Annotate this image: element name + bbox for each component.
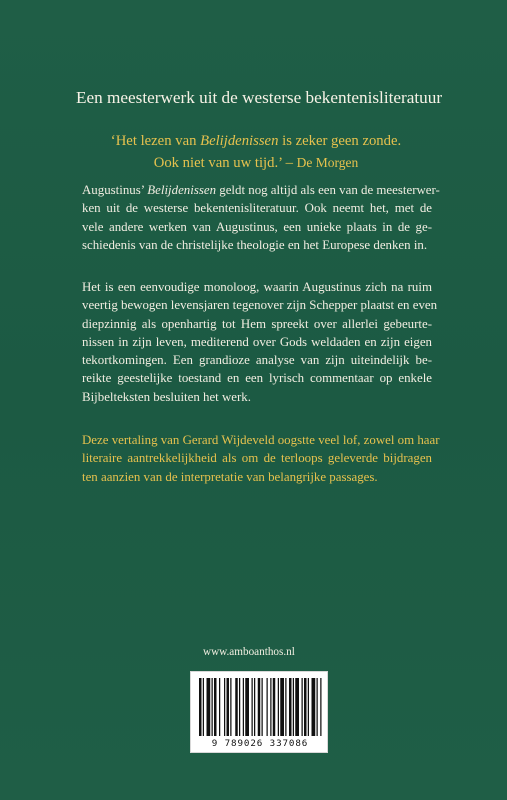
review-quote [86,130,426,174]
quote-text: Ook niet van uw tijd.’ – [153,155,293,171]
barcode-bar [320,678,321,736]
barcode-bar [312,678,316,736]
book-title-italic: Belijdenissen [147,183,217,197]
quote-line-2 [86,152,426,174]
barcode-bar [285,678,286,736]
barcode-bar [317,678,318,736]
quote-title-italic: Belijdenissen [200,133,279,149]
text-line: Deze vertaling van Gerard Wijdeveld oogstte veel lof, zowel om haar [82,433,440,447]
barcode-bar [252,678,253,736]
barcode-bar [262,678,263,736]
quote-source: De Morgen [296,155,359,170]
text-line: Het is een eenvoudige monoloog, waarin Augustinus zich na ruim [82,280,432,294]
barcode-bar [258,678,261,736]
text-line: literaire aantrekkelijkheid als om de terloops geleverde bijdragen [82,451,432,466]
barcode-bar [308,678,309,736]
paragraph-3 [82,431,440,486]
barcode-bar [214,678,217,736]
barcode-bar [224,678,225,736]
barcode-bar [245,678,249,736]
publisher-url: www.amboanthos.nl [203,646,295,658]
text-span: geldt nog altijd als een van de meesterwer- [216,183,440,197]
barcode-bar [235,678,238,736]
barcode-bar [219,678,220,736]
barcode-bar [273,678,276,736]
headline: Een meesterwerk uit de westerse bekentenisliteratuur [76,88,443,107]
barcode [190,671,328,753]
isbn-digits: 9 789026 337086 [211,738,309,749]
barcode-bar [254,678,255,736]
text-line: schiedenis van de christelijke theologie en het Europese denken in. [82,237,428,252]
barcode-bar [293,678,294,736]
barcode-bar [278,678,279,736]
barcode-bar [243,678,244,736]
barcode-bar [199,678,202,736]
text-line: tekortkomingen. Een grandioze analyse van zijn uiteindelijk be- [82,353,432,368]
barcode-bar [295,678,299,736]
paragraph-1 [82,181,440,254]
barcode-bar [267,678,268,736]
barcode-bar [302,678,303,736]
barcode-bar [304,678,307,736]
barcode-bar [212,678,213,736]
text-line: ten aanzien van de interpretatie van belangrijke passages. [82,469,378,484]
text-span: Augustinus’ [82,183,148,197]
text-line: veertig bewogen levensjaren tegenover zijn Schepper plaatst en even [82,298,438,313]
barcode-bar [207,678,211,736]
barcode-bar [289,678,292,736]
barcode-bars [197,678,323,736]
barcode-bar [203,678,204,736]
text-line: diepzinnig als openhartig tot Hem spreekt over allerlei gebeurte- [82,316,432,331]
text-line: reikte geestelijke toestand en een lyrisch commentaar op enkele [82,371,432,386]
text-line: nissen in zijn leven, mediterend over Gods weldaden en zijn eigen [82,334,432,349]
text-line: ken uit de westerse bekentenisliteratuur. Ook neemt het, met de [82,201,432,216]
quote-line-1 [86,130,426,152]
quote-text: ‘Het lezen van [110,133,201,149]
barcode-bar [270,678,271,736]
barcode-bar [239,678,240,736]
paragraph-2 [82,278,438,406]
barcode-bar [230,678,231,736]
barcode-bar [280,678,284,736]
barcode-bar [227,678,230,736]
text-line: vele andere werken van Augustinus, een unieke plaats in de ge- [82,219,432,234]
text-line [82,181,440,199]
text-line: Bijbelteksten besluiten het werk. [82,389,251,404]
quote-text: is zeker geen zonde. [278,133,402,149]
